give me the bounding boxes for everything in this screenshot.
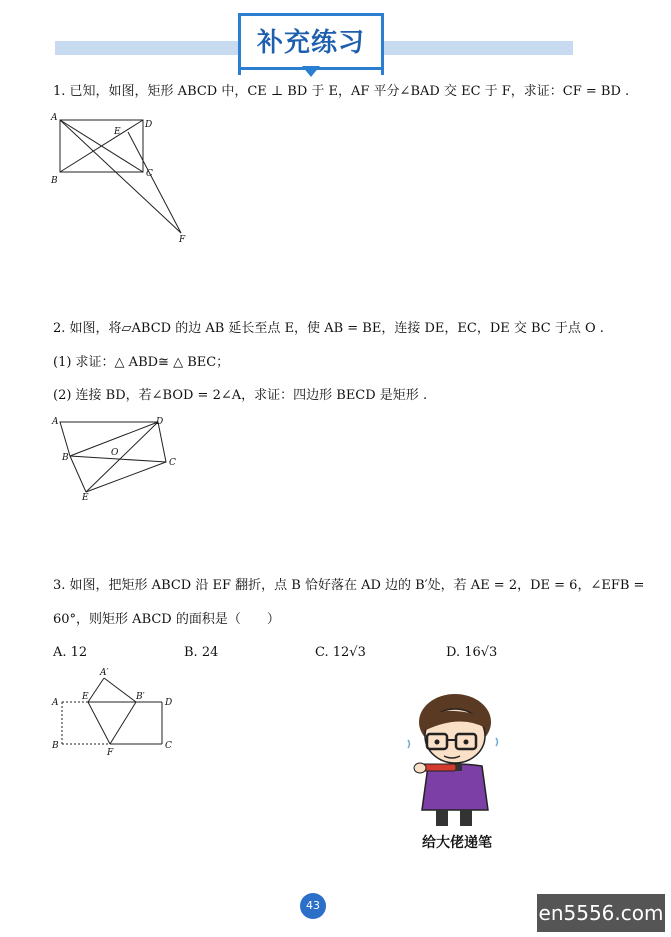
problem-1-figure	[48, 110, 198, 250]
fig2-label-o: O	[111, 448, 119, 458]
problem-1	[53, 83, 629, 101]
problem-3-text-line-2: 60°，则矩形 ABCD 的面积是（ ）	[53, 612, 280, 627]
problem-2	[53, 320, 604, 338]
option-c: C. 12√3	[315, 645, 366, 660]
problem-3-number: 3.	[53, 578, 66, 593]
problem-2-text: 如图，将▱ABCD 的边 AB 延长至点 E，使 AB = BE，连接 DE，EC，DE 交 BC 于点 O .	[69, 321, 604, 336]
fig2-label-d: D	[156, 417, 164, 427]
page-title: 补充练习	[256, 28, 365, 58]
fig3-label-c: C	[165, 741, 172, 751]
fig3-label-a: A	[52, 698, 59, 708]
fig1-label-c: C	[146, 169, 153, 179]
problem-3-text-line-1: 如图，把矩形 ABCD 沿 EF 翻折，点 B 恰好落在 AD 边的 B′处，若 AE = 2，DE = 6，∠EFB =	[69, 578, 645, 593]
option-b: B. 24	[184, 645, 219, 660]
option-a: A. 12	[53, 645, 88, 660]
fig3-label-b-prime: B′	[136, 692, 145, 702]
problem-1-number: 1.	[53, 84, 66, 99]
fig3-label-a-prime: A′	[100, 668, 109, 678]
cartoon-boy-icon	[408, 694, 498, 826]
cartoon-sticker	[400, 692, 510, 832]
problem-3-figure	[48, 660, 188, 760]
fig1-label-e: E	[114, 127, 121, 137]
option-d: D. 16√3	[446, 645, 498, 660]
problem-3	[53, 577, 644, 595]
fig2-label-b: B	[62, 453, 69, 463]
problem-2-number: 2.	[53, 321, 66, 336]
fig3-label-b: B	[52, 741, 59, 751]
fig1-label-b: B	[51, 176, 58, 186]
problem-2-figure	[48, 412, 188, 502]
fig3-label-e: E	[82, 692, 89, 702]
problem-2-part-2: (2) 连接 BD，若∠BOD = 2∠A，求证：四边形 BECD 是矩形 .	[53, 388, 428, 403]
fig1-label-a: A	[51, 113, 58, 123]
fig1-label-f: F	[179, 235, 186, 245]
page-number: 43	[300, 893, 326, 919]
fig2-label-a: A	[52, 417, 59, 427]
problem-2-part-1: (1) 求证：△ ABD≅ △ BEC；	[53, 355, 230, 370]
sticker-caption: 给大佬递笔	[422, 835, 492, 851]
fig1-label-d: D	[145, 120, 153, 130]
problem-1-text: 已知，如图，矩形 ABCD 中，CE ⊥ BD 于 E，AF 平分∠BAD 交 EC 于 F，求证：CF = BD .	[69, 84, 630, 99]
fig2-label-e: E	[82, 493, 89, 502]
header-arrow-icon	[302, 66, 320, 77]
watermark: en5556.com	[537, 894, 665, 932]
fig3-label-f: F	[107, 748, 114, 758]
fig3-label-d: D	[165, 698, 173, 708]
fig2-label-c: C	[169, 458, 176, 468]
